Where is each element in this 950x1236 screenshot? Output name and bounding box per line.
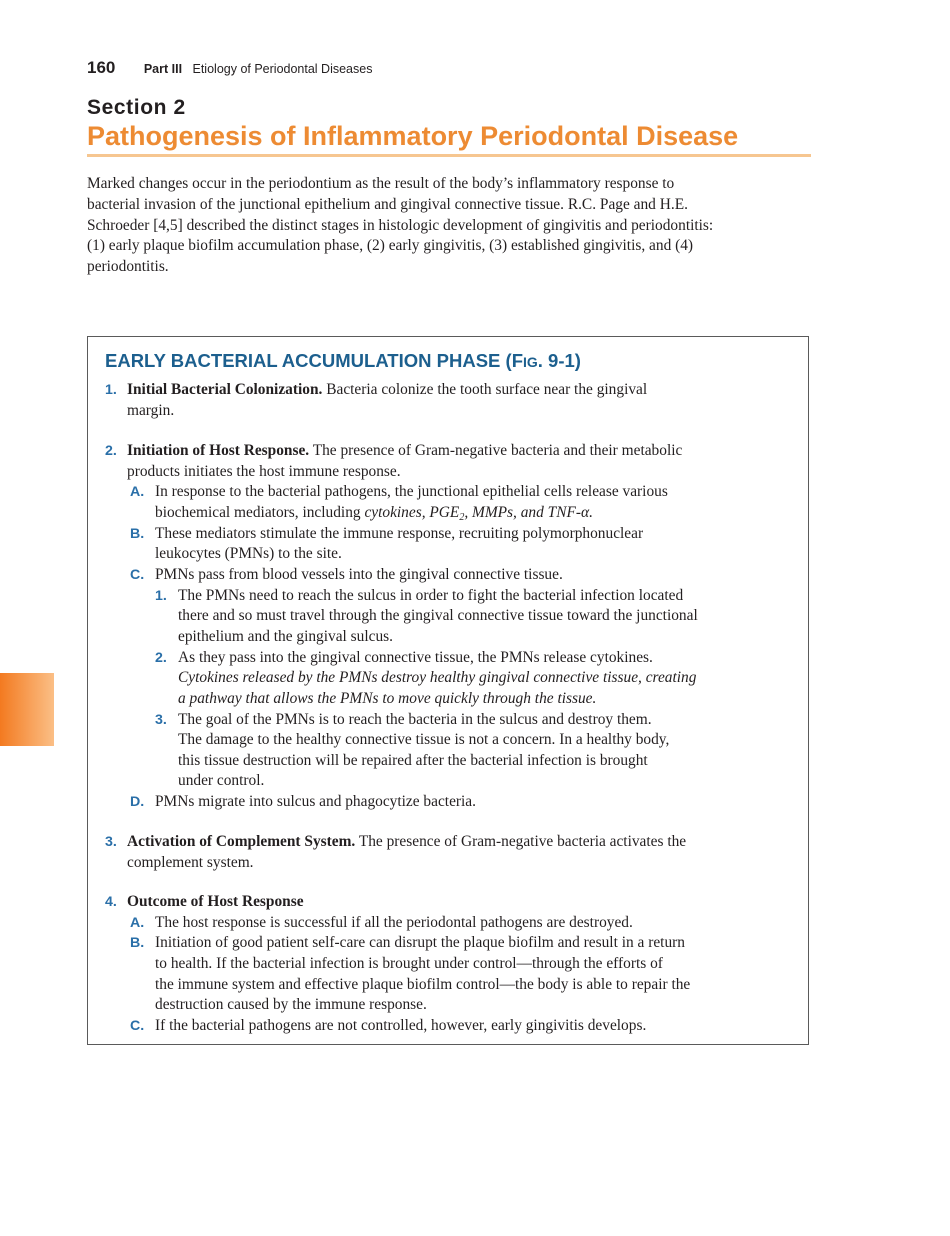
box-heading: EARLY BACTERIAL ACCUMULATION PHASE (FIG. 9-1) — [105, 350, 581, 371]
sub-item-marker: C. — [130, 1017, 145, 1034]
part-title: Etiology of Periodontal Diseases — [192, 62, 373, 76]
list-item: Outcome of Host Response — [127, 893, 304, 910]
early-bacterial-accumulation-box — [87, 336, 809, 1045]
sub-item: If the bacterial pathogens are not controlled, however, early gingivitis develops. — [155, 1016, 647, 1034]
nested-item-marker: 1. — [155, 587, 167, 604]
sub-item-continuation: destruction caused by the immune response. — [155, 996, 427, 1014]
intro-paragraph: Marked changes occur in the periodontium as the result of the body’s inflammatory response to bacterial invasion of the junctional epithelium and gingival connective tissue. R.C. Page and H.E. Schroeder [4,5] described the distinct stages in histologic development of gingivitis and periodontitis: (1) early plaque biofilm accumulation phase, (2) early gingivitis, (3) established gingivitis, and (4) periodontitis. — [87, 175, 714, 276]
list-item-continuation: margin. — [127, 401, 175, 419]
sub-item: PMNs migrate into sulcus and phagocytize bacteria. — [155, 793, 476, 811]
page-number: 160 — [87, 58, 116, 77]
running-head — [87, 58, 372, 80]
sub-item: In response to the bacterial pathogens, the junctional epithelial cells release various — [155, 483, 668, 501]
sub-item: The host response is successful if all the periodontal pathogens are destroyed. — [155, 913, 633, 931]
item-marker: 1. — [105, 382, 117, 398]
sub-item-continuation: the immune system and effective plaque biofilm control—the body is able to repair the — [155, 975, 691, 993]
sub-item-continuation: leukocytes (PMNs) to the site. — [155, 545, 342, 563]
part-label: Part III — [143, 62, 183, 76]
nested-item-marker: 2. — [155, 649, 167, 666]
sub-item-marker: A. — [130, 914, 145, 931]
nested-item-continuation: The damage to the healthy connective tissue is not a concern. In a healthy body, — [178, 731, 670, 749]
nested-item-continuation: epithelium and the gingival sulcus. — [178, 627, 394, 645]
sub-item: These mediators stimulate the immune response, recruiting polymorphonuclear — [155, 524, 644, 542]
nested-item-continuation: Cytokines released by the PMNs destroy healthy gingival connective tissue, creating — [178, 669, 697, 687]
nested-item-continuation: there and so must travel through the gingival connective tissue toward the junctional — [178, 607, 698, 625]
nested-item: As they pass into the gingival connective tissue, the PMNs release cytokines. — [178, 648, 653, 666]
item-marker: 3. — [105, 834, 117, 850]
sub-item-marker: D. — [130, 794, 145, 811]
item-marker: 4. — [105, 894, 117, 910]
section-title: Pathogenesis of Inflammatory Periodontal Disease — [87, 121, 739, 151]
sub-item-continuation: biochemical mediators, including cytokines, $PGE_2$, MMPs, and TNF-α. — [155, 504, 593, 523]
list-item: Activation of Complement System. The presence of Gram-negative bacteria activates the — [127, 833, 687, 850]
nested-item: The PMNs need to reach the sulcus in order to fight the bacterial infection located — [178, 586, 684, 604]
sub-item: Initiation of good patient self-care can disrupt the plaque biofilm and result in a return — [155, 934, 685, 952]
nested-item-continuation: a pathway that allows the PMNs to move quickly through the tissue. — [178, 689, 597, 707]
sub-item-marker: C. — [130, 566, 145, 583]
item-marker: 2. — [105, 443, 117, 459]
nested-item-marker: 3. — [155, 711, 167, 728]
list-item-continuation: complement system. — [127, 853, 254, 871]
list-item: Initial Bacterial Colonization. Bacteria colonize the tooth surface near the gingival — [127, 381, 648, 398]
nested-item-continuation: this tissue destruction will be repaired after the bacterial infection is brought — [178, 751, 648, 769]
list-item-continuation: products initiates the host immune response. — [127, 462, 401, 480]
sub-item: PMNs pass from blood vessels into the gingival connective tissue. — [155, 565, 563, 583]
sub-item-marker: B. — [130, 525, 145, 542]
box-body — [88, 337, 808, 1044]
title-underline — [87, 154, 811, 157]
nested-item: The goal of the PMNs is to reach the bacteria in the sulcus and destroy them. — [178, 710, 652, 728]
list-item: Initiation of Host Response. The presence of Gram-negative bacteria and their metabolic — [127, 442, 683, 459]
chapter-side-tab — [0, 673, 54, 746]
sub-item-continuation: to health. If the bacterial infection is brought under control—through the efforts of — [155, 954, 663, 972]
nested-item-continuation: under control. — [178, 772, 265, 790]
sub-item-marker: A. — [130, 484, 145, 501]
sub-item-marker: B. — [130, 935, 145, 952]
section-label: Section 2 — [87, 96, 186, 119]
